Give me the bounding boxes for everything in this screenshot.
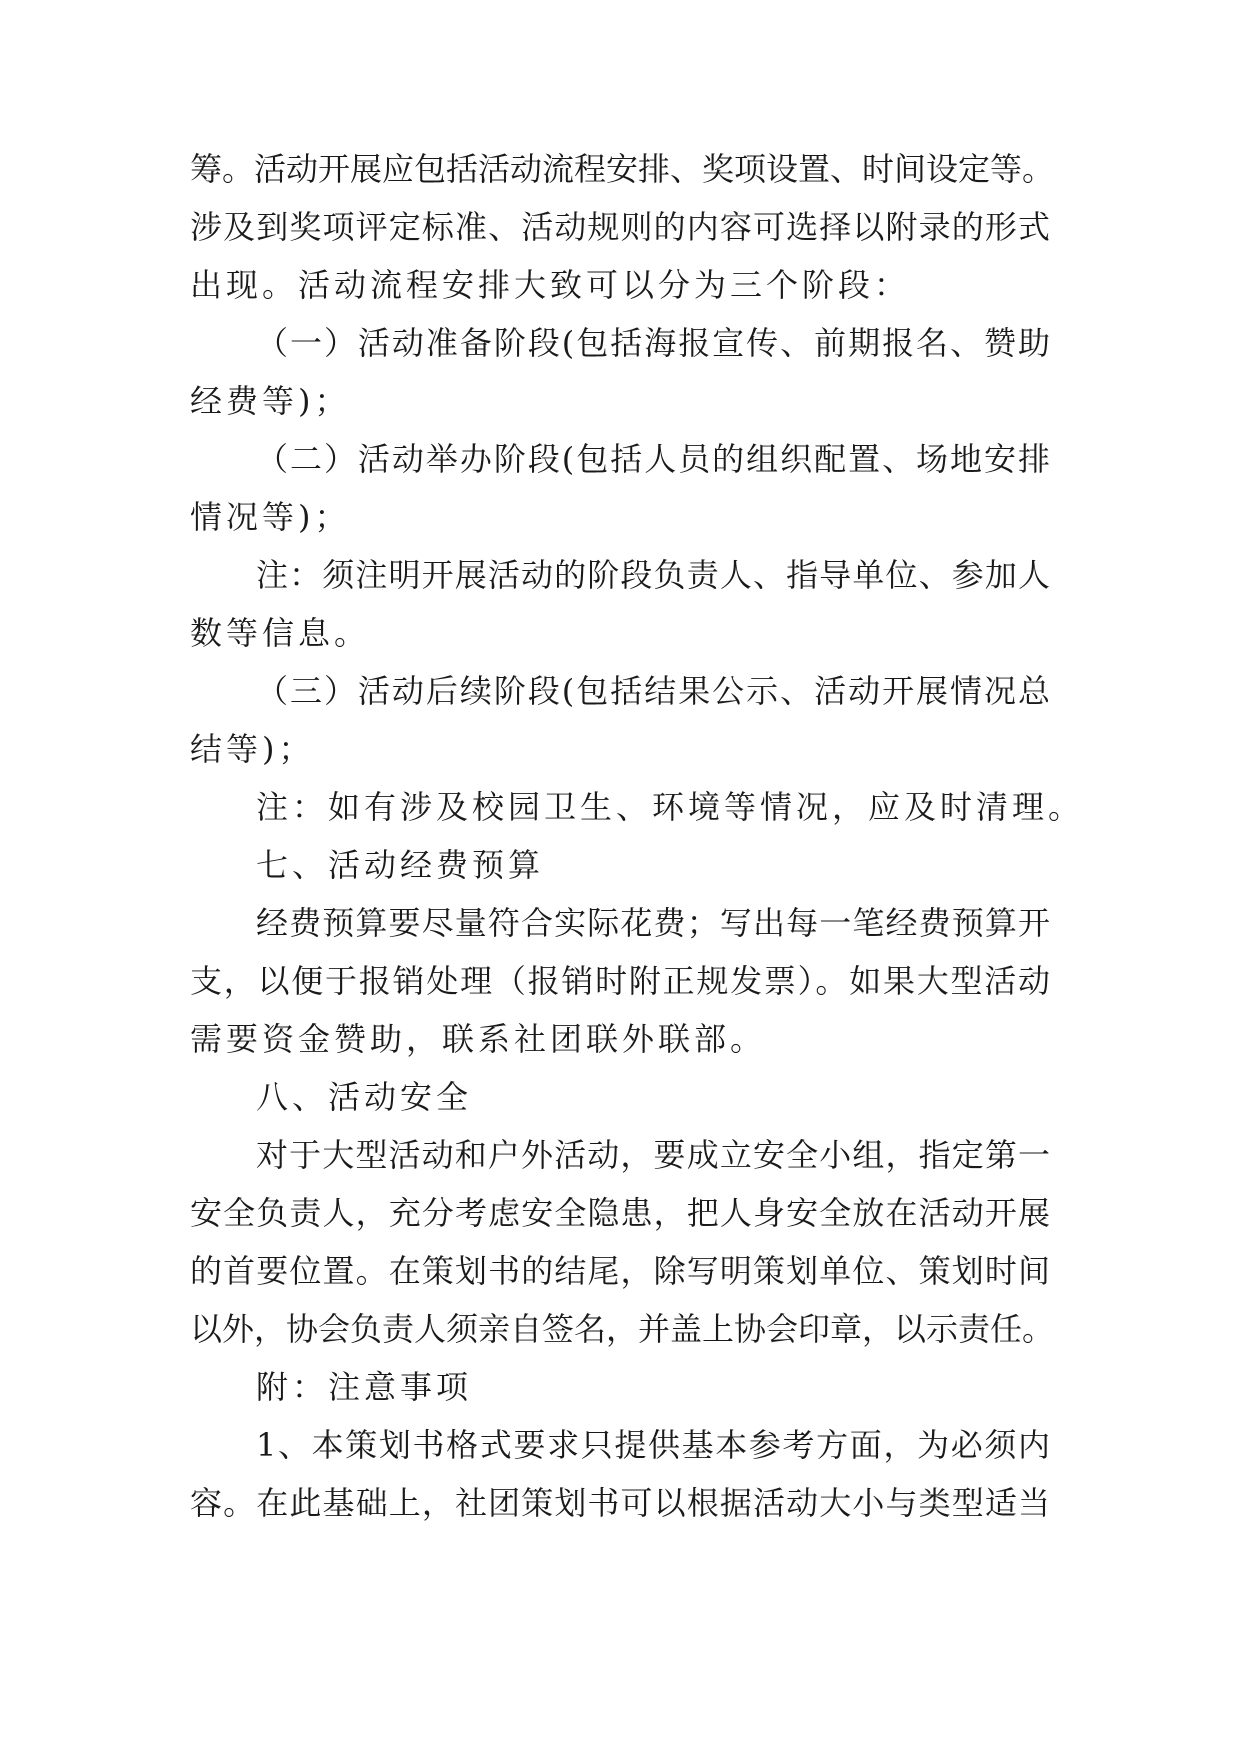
text-line: 容。在此基础上，社团策划书可以根据活动大小与类型适当 xyxy=(190,1484,1050,1522)
text-line: （一）活动准备阶段(包括海报宣传、前期报名、赞助 xyxy=(256,324,1050,362)
text-line: 结等)； xyxy=(190,730,315,768)
text-line: 1、本策划书格式要求只提供基本参考方面，为必须内 xyxy=(256,1426,1050,1464)
text-line: 安全负责人，充分考虑安全隐患，把人身安全放在活动开展 xyxy=(190,1194,1050,1232)
section-heading: 八、活动安全 xyxy=(256,1078,473,1116)
text-line: 需要资金赞助，联系社团联外联部。 xyxy=(190,1020,767,1058)
text-line: （二）活动举办阶段(包括人员的组织配置、场地安排 xyxy=(256,440,1050,478)
text-line: 出现。活动流程安排大致可以分为三个阶段： xyxy=(190,266,911,304)
section-heading: 附：注意事项 xyxy=(256,1368,473,1406)
text-line: 的首要位置。在策划书的结尾，除写明策划单位、策划时间 xyxy=(190,1252,1050,1290)
text-line: 注：如有涉及校园卫生、环境等情况，应及时清理。 xyxy=(256,788,1085,826)
text-line: 支，以便于报销处理（报销时附正规发票）。如果大型活动 xyxy=(190,962,1050,1000)
text-line: 以外，协会负责人须亲自签名，并盖上协会印章，以示责任。 xyxy=(190,1310,1055,1348)
text-line: 数等信息。 xyxy=(190,614,371,652)
text-line: 涉及到奖项评定标准、活动规则的内容可选择以附录的形式 xyxy=(190,208,1050,246)
text-line: 情况等)； xyxy=(190,498,351,536)
section-heading: 七、活动经费预算 xyxy=(256,846,545,884)
text-line: 注：须注明开展活动的阶段负责人、指导单位、参加人 xyxy=(256,556,1050,594)
text-line: 对于大型活动和户外活动，要成立安全小组，指定第一 xyxy=(256,1136,1050,1174)
text-line: 筹。活动开展应包括活动流程安排、奖项设置、时间设定等。 xyxy=(190,150,1055,188)
text-line: （三）活动后续阶段(包括结果公示、活动开展情况总 xyxy=(256,672,1050,710)
text-line: 经费等)； xyxy=(190,382,351,420)
text-line: 经费预算要尽量符合实际花费；写出每一笔经费预算开 xyxy=(256,904,1050,942)
